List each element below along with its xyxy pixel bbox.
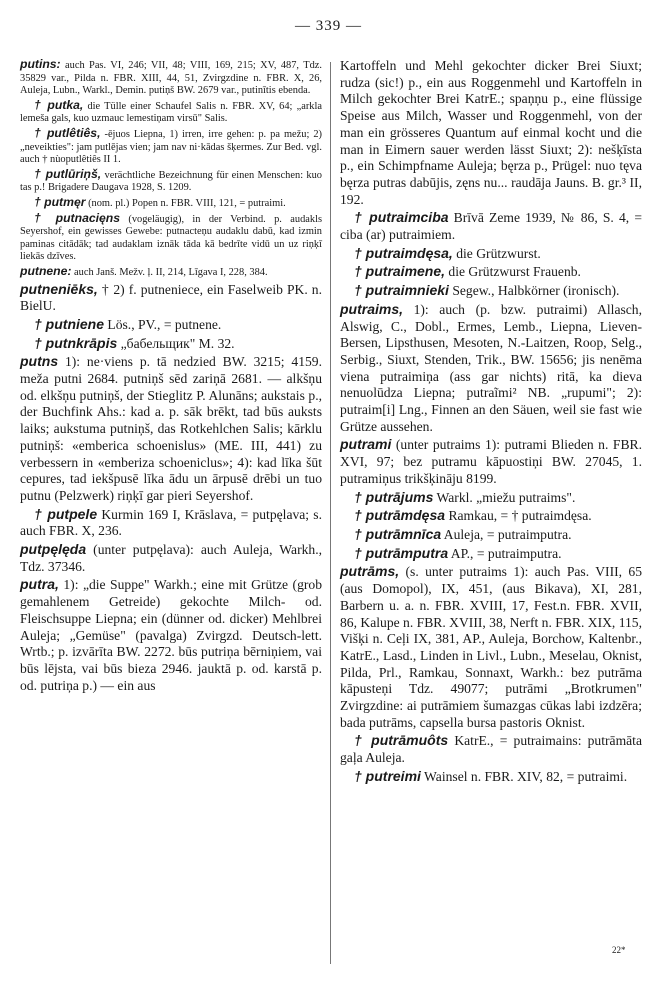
entry-body: (vogeläugig), in der Verbind. p. audakls Seyershof, ein gewisses Gewebe: putnacteņu audaklu dabū, kad izmin paminas citādāk; tad audaklam iznāk tāda kā bedrīte vidū un uz riņķī liekās dzīves. — [20, 213, 323, 263]
entry-headword: † putrāmuôts — [354, 732, 449, 749]
entry-headword: putnene: — [20, 263, 72, 278]
entry-headword: † putreimi — [354, 767, 421, 784]
dictionary-entry — [340, 526, 642, 544]
entry-headword: † putraimene, — [354, 263, 446, 280]
entry-headword: † putniene — [34, 315, 105, 332]
entry-body: Kartoffeln und Mehl gekochter dicker Brei Siuxt; rudza (sic!) p., ein aus Roggenmehl und Kartoffeln in Milch gekochter Brei KatrE.; spaņņu p., eine flüssige Speise aus Milch, Wasser und Roggenmehl, von der man ein grösseres Quantum auf einmal kocht und die man in Eimern sauer werden lässt Siuxt; 2): nešķīsta p., ein Schimpfname Auleja; bęrza p., Prügel: nuo tęva bęrza putras dabūjis, zęns nu... raudāja Jauns. B. gr.³ II, 192. — [340, 58, 642, 207]
entry-body: die Tülle einer Schaufel Salis n. FBR. XV, 64; „arkla lemeša gals, kuo uzmauc lemestiņam virsū" Salis. — [20, 100, 322, 125]
entry-headword: † putmęr — [34, 194, 86, 209]
entry-body: 1): „die Suppe" Warkh.; eine mit Grütze (grob gemahlenem Getreide) gekochte Milch- od. Fleischsuppe Liepna; ein (dünner od. dicker) Mehlbrei Auleja; „Gemüse" (pavalga) Zvirgzd. Deutsch-lett. Wrtb.; p. izvārīta BW. 2272. būs putriņa bērniņiem, vai būs lējsta, vai būs bieza 2946. jauktā p. od. karstā p. od. putriņa p.) — ein aus — [20, 577, 322, 693]
entry-headword: putins: — [20, 57, 61, 71]
entry-headword: † putrāmdęsa — [354, 507, 446, 524]
column-divider — [330, 62, 331, 964]
signature-mark: 22* — [612, 945, 626, 955]
dictionary-entry — [340, 301, 642, 436]
entry-body: 1): ne·viens p. tā nedzied BW. 3215; 4159. meža putni 2684. putniņš sēd zariņā 2681. — alkšņu od. elkšņu putniņš, der Stieglitz P. Alunāns; aukstais p., der Buchfink Ahs.: kad a. p. sāk brēkt, tad būs auksts laiks; aukstuma putniņš, das Rotkehlchen Salis; kārklu putniņš: «emberica schoenislus» (ME. III, 441) zu verbessern in «emberiza schoeniclus»; 4): kad līka šūt cepures, tad iekšpusē līka ādu un ārpusē drēbi un tuo putnu (Pelzwerk) riņķī gar pieri Seyershof. — [20, 354, 322, 503]
dictionary-entry — [20, 168, 322, 195]
dictionary-entry — [340, 563, 642, 731]
entry-headword: putraims, — [340, 300, 404, 317]
entry-headword: † putraimnieki — [354, 282, 449, 299]
dictionary-entry — [20, 196, 322, 211]
dictionary-entry — [340, 489, 642, 507]
entry-headword: putpęlęda — [20, 541, 87, 558]
dictionary-entry — [20, 506, 322, 540]
dictionary-entry — [340, 732, 642, 766]
entry-body: Auleja, = putraimputra. — [441, 526, 572, 542]
dictionary-entry — [20, 127, 322, 167]
dictionary-entry — [20, 281, 322, 315]
entry-headword: † putlêtiês, — [34, 125, 101, 140]
dictionary-entry — [20, 576, 322, 694]
dictionary-entry — [20, 316, 322, 334]
entry-body: Warkl. „miežu putraims". — [433, 489, 576, 505]
entry-body: Ramkau, = † putraimdęsa. — [445, 508, 592, 524]
entry-body: Segew., Halbkörner (ironisch). — [448, 283, 620, 299]
entry-body: -ējuos Liepna, 1) irren, irre gehen: p. pa mežu; 2) „neveikties": jam putlējas vien; jam nav ni·kādas šķermes. Zur Bed. vgl. auch † nùoputlêtiês II 1. — [20, 128, 322, 166]
entry-body: verächtliche Bezeichnung für einen Menschen: kuo tas p.! Brigadere Daugava 1928, S. 1209. — [20, 169, 323, 194]
entry-body: 1): auch (p. bzw. putraimi) Allasch, Alswig, C., Dobl., Ermes, Lemb., Liepna, Lieven-Bersen, Lipsthusen, Mesoten, N.-Laitzen, Roop, Selg., Serbig., Siuxt, Stenden, Trik., BW. 15656; jis nenēma viena putraimiņa (ass gar nichts) ritā, ka dieva nenuolūdza Liepna; putraĩmi² NB. „rupumi"; 2): putraim[i] Lng., Finnen an den Säuen, weil sie fast wie Grütze aussehen. — [340, 301, 642, 434]
dictionary-entry — [20, 212, 322, 264]
entry-body: Kurmin 169 I, Krāslava, = putpęlava; s. auch FBR. X, 236. — [20, 506, 322, 539]
entry-body: die Grützwurst Frauenb. — [445, 264, 581, 280]
entry-headword: † putpele — [34, 505, 98, 522]
dictionary-entry — [20, 353, 322, 504]
dictionary-entry — [340, 245, 642, 263]
entry-headword: putrami — [340, 436, 392, 453]
entry-headword: putra, — [20, 576, 59, 593]
entry-body: KatrE., = putraimains: putrāmāta gaļa Auleja. — [340, 733, 642, 766]
dictionary-entry — [20, 265, 322, 280]
entry-body: (unter putpęlava): auch Auleja, Warkh., Tdz. 37346. — [20, 542, 322, 574]
entry-headword: † putka, — [34, 97, 84, 112]
entry-body: Brīvā Zeme 1939, № 86, S. 4, = ciba (ar) putraimiem. — [340, 210, 642, 243]
entry-body: „бабельщик" M. 32. — [117, 335, 235, 351]
page-number: — 339 — — [295, 18, 362, 34]
right-column — [340, 58, 642, 787]
entry-headword: † putnacięns — [34, 210, 121, 225]
dictionary-entry — [20, 541, 322, 575]
entry-body: † 2) f. putneniece, ein Faselweib PK. n. BielU. — [20, 281, 322, 314]
entry-body: (s. unter putraims 1): auch Pas. VIII, 65 (aus Domopol), IX, 451, (aus Bikava), XI, 281, Barbern u. a. n. FBR. XVIII, 17, Fest.n. FBR. XVII, 86, Kalupe n. FBR. XVIII, 38, Nerft n. FBR. XIX, 115, Višķi n. Ceļi IX, 381, AP., Auleja, Borchow, Kaltenbr., KatrE., Lasd., Linden in Livl., Lubn., Meselau, Oknist, Pilda, Prl., Ramkau, Sonnaxt, Warkh.: bez putrāma kāpusteņi Tdz. 49077; putrāmi „Brotkrumen" Zvirgzdine: ai putrāmiem šumazgas cūkas labi izdzēra; bada putrāms, capsella bursa pastoris Oknist. — [340, 564, 642, 730]
entry-headword: putrāms, — [340, 563, 400, 580]
entry-headword: † putrāmnīca — [354, 525, 442, 542]
entry-headword: † putraimdęsa, — [354, 244, 453, 261]
dictionary-entry — [340, 545, 642, 563]
dictionary-entry — [340, 768, 642, 786]
entry-body: (nom. pl.) Popen n. FBR. VIII, 121, = putraimi. — [85, 197, 286, 209]
dictionary-entry — [340, 507, 642, 525]
entry-body: die Grützwurst. — [452, 245, 541, 261]
left-column — [20, 58, 322, 695]
entry-headword: putns — [20, 353, 59, 370]
dictionary-entry — [20, 335, 322, 353]
entry-body: auch Janš. Mežv. ļ. II, 214, Līgava I, 228, 384. — [71, 266, 268, 278]
entry-body: Wainsel n. FBR. XIV, 82, = putraimi. — [420, 768, 628, 784]
entry-body: auch Pas. VI, 246; VII, 48; VIII, 169, 215; XV, 487, Tdz. 35829 var., Pilda n. FBR. XIII, 44, 51, Zvirgzdine n. FBR. X, 26, Auleja, Lubn., Warkl., Demin. putiņš BW. 2679 var., putinītis ebenda. — [20, 60, 322, 97]
entry-body: (unter putraims 1): putrami Blieden n. FBR. XVI, 97; bez putramu kāpuostiņi BW. 27045, 1. putramiņus trikšķināju 8199. — [340, 437, 642, 486]
entry-headword: putneniēks, — [20, 280, 98, 297]
entry-body: AP., = putraimputra. — [448, 545, 562, 561]
entry-headword: † putnkrāpis — [34, 334, 118, 351]
dictionary-entry — [20, 99, 322, 126]
dictionary-entry — [340, 209, 642, 243]
dictionary-entry — [340, 436, 642, 487]
entry-body: Lös., PV., = putnene. — [104, 316, 222, 332]
dictionary-entry — [340, 282, 642, 300]
dictionary-entry — [340, 58, 642, 208]
entry-headword: † putrāmputra — [354, 544, 449, 561]
entry-headword: † putraimciba — [354, 209, 449, 226]
entry-headword: † putrājums — [354, 488, 434, 505]
dictionary-entry — [340, 263, 642, 281]
dictionary-entry — [20, 58, 322, 98]
entry-headword: † putlūriņš, — [34, 166, 102, 181]
